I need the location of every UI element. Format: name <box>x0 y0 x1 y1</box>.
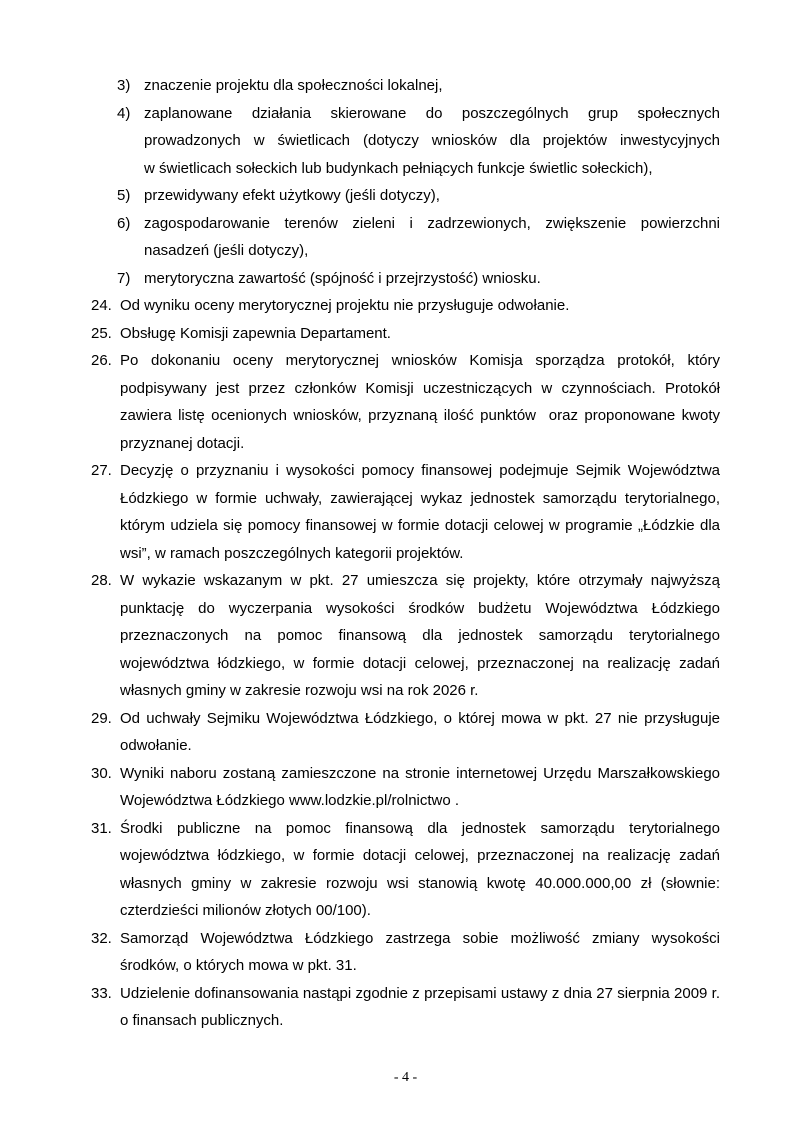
list-item-4 <box>117 100 720 183</box>
list-item-marker: 30. <box>91 764 112 782</box>
list-item-text: Udzielenie dofinansowania nastąpi zgodnie z przepisami ustawy z dnia 27 sierpnia 2009 r. o finansach publicznych. <box>120 984 720 1029</box>
list-item-text: zagospodarowanie terenów zieleni i zadrzewionych, zwiększenie powierzchni nasadzeń (jeśli dotyczy), <box>144 214 720 259</box>
list-item-7 <box>117 265 720 293</box>
list-item-32 <box>91 925 720 980</box>
list-item-5 <box>117 182 720 210</box>
list-item-marker: 26. <box>91 352 112 369</box>
list-item-text: Wyniki naboru zostaną zamieszczone na stronie internetowej Urzędu Marszałkowskiego Województwa Łódzkiego www.lodzkie.pl/rolnictwo . <box>120 764 720 809</box>
list-item-marker: 29. <box>91 709 112 727</box>
list-item-marker: 33. <box>91 984 112 1002</box>
list-item-marker: 4) <box>117 104 131 122</box>
list-item-marker: 31. <box>91 819 112 837</box>
list-item-3 <box>117 72 720 100</box>
list-item-marker: 7) <box>117 269 131 287</box>
list-item-28 <box>91 567 720 705</box>
list-item-marker: 24. <box>91 297 112 314</box>
list-item-marker: 28. <box>91 572 112 589</box>
list-item-29 <box>91 705 720 760</box>
list-item-6 <box>117 210 720 265</box>
list-item-text: znaczenie projektu dla społeczności lokalnej, <box>144 77 443 94</box>
list-item-marker: 3) <box>117 77 131 94</box>
list-item-text: Samorząd Województwa Łódzkiego zastrzega sobie możliwość zmiany wysokości środków, o których mowa w pkt. 31. <box>120 929 720 974</box>
list-item-text: Decyzję o przyznaniu i wysokości pomocy finansowej podejmuje Sejmik Województwa Łódzkiego w formie uchwały, zawierającej wykaz jednostek samorządu terytorialnego, którym udziela się pomocy finansowej w formie dotacji celowej w programie „Łódzkie dla wsi”, w ramach poszczególnych kategorii projektów. <box>120 462 720 562</box>
list-item-text: W wykazie wskazanym w pkt. 27 umieszcza się projekty, które otrzymały najwyższą punktację do wyczerpania wysokości środków budżetu Województwa Łódzkiego przeznaczonych na pomoc finansową dla jednostek samorządu terytorialnego województwa łódzkiego, w formie dotacji celowej, przeznaczonej na realizację zadań własnych gminy w zakresie rozwoju wsi na rok 2026 r. <box>120 572 720 699</box>
list-item-marker: 5) <box>117 187 131 204</box>
document-body <box>91 72 720 1035</box>
page-number: - 4 - <box>393 1070 418 1085</box>
list-item-25 <box>91 320 720 348</box>
list-item-marker: 25. <box>91 324 112 342</box>
list-item-text: Środki publiczne na pomoc finansową dla jednostek samorządu terytorialnego województwa łódzkiego, w formie dotacji celowej, przeznaczonej na realizację zadań własnych gminy w zakresie rozwoju wsi stanowią kwotę 40.000.000,00 zł (słownie: czterdzieści milionów złotych 00/100). <box>120 819 720 919</box>
list-item-marker: 6) <box>117 214 131 232</box>
list-item-26 <box>91 347 720 457</box>
list-item-33 <box>91 980 720 1035</box>
list-item-text: Obsługę Komisji zapewnia Departament. <box>120 324 391 342</box>
list-item-text: Po dokonaniu oceny merytorycznej wniosków Komisja sporządza protokół, który podpisywany jest przez członków Komisji uczestniczących w czynnościach. Protokół zawiera listę ocenionych wniosków, przyznaną ilość punktów oraz proponowane kwoty przyznanej dotacji. <box>120 352 720 452</box>
list-item-27 <box>91 457 720 567</box>
list-item-text: Od uchwały Sejmiku Województwa Łódzkiego, o której mowa w pkt. 27 nie przysługuje odwołanie. <box>120 709 720 754</box>
list-item-marker: 32. <box>91 929 112 947</box>
list-item-30 <box>91 760 720 815</box>
list-item-text: merytoryczna zawartość (spójność i przejrzystość) wniosku. <box>144 269 541 287</box>
list-item-text: zaplanowane działania skierowane do poszczególnych grup społecznych prowadzonych w świetlicach (dotyczy wniosków dla projektów inwestycyjnych w świetlicach sołeckich lub budynkach pełniących funkcje świetlic sołeckich), <box>144 104 720 177</box>
list-item-text: Od wyniku oceny merytorycznej projektu nie przysługuje odwołanie. <box>120 297 570 314</box>
list-item-24 <box>91 292 720 320</box>
list-item-31 <box>91 815 720 925</box>
list-item-text: przewidywany efekt użytkowy (jeśli dotyczy), <box>144 187 440 204</box>
list-item-marker: 27. <box>91 462 112 479</box>
